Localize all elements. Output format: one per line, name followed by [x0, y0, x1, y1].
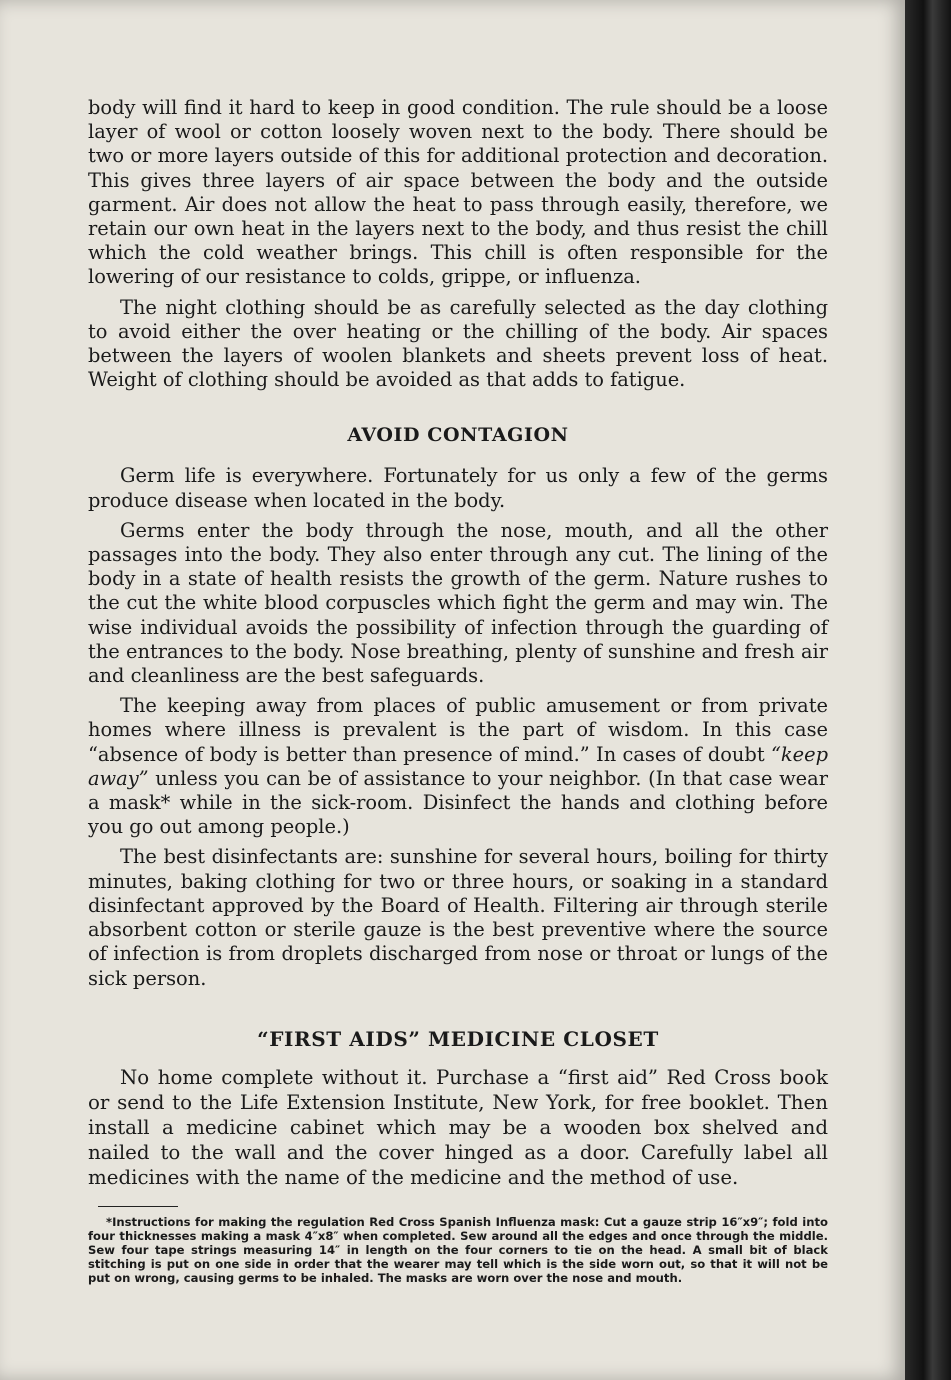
footnote-divider [98, 1206, 178, 1207]
paragraph-disinfectants: The best disinfectants are: sunshine for several hours, boiling for thirty minutes, baking clothing for two or three hours, or soaking in a standard disinfectant approved by the Board of Health. Filtering air through sterile absorbent cotton or sterile gauze is the best preventive where the source of infection is from droplets discharged from nose or throat or lungs of the sick person. [88, 845, 828, 990]
paragraph-germ-life: Germ life is everywhere. Fortunately for us only a few of the germs produce disease when located in the body. [88, 464, 828, 512]
heading-avoid-contagion: AVOID CONTAGION [347, 424, 569, 447]
paragraph-clothing-layers: body will find it hard to keep in good condition. The rule should be a loose layer of wool or cotton loosely woven next to the body. There should be two or more layers outside of this for additional protection and decoration. This gives three layers of air space between the body and the outside garment. Air does not allow the heat to pass through easily, therefore, we retain our own heat in the layers next to the body, and thus resist the chill which the cold weather brings. This chill is often responsible for the lowering of our resistance to colds, grippe, or influenza. [88, 96, 828, 289]
paragraph-keeping-away-start: The keeping away from places of public amusement or from private homes where illness is prevalent is the part of wisdom. In this case “absence of body is better than presence of mind.” In cases of doubt [88, 694, 828, 766]
keep-away-emphasis: “keep away” [88, 742, 828, 790]
page-content [88, 96, 828, 1285]
paragraph-night-clothing: The night clothing should be as carefully selected as the day clothing to avoid either the over heating or the chilling of the body. Air spaces between the layers of woolen blankets and sheets prevent loss of heat. Weight of clothing should be avoided as that adds to fatigue. [88, 295, 828, 392]
paragraph-medicine-closet: No home complete without it. Purchase a “first aid” Red Cross book or send to the Life Extension Institute, New York, for free booklet. Then install a medicine cabinet which may be a wooden box shelved and nailed to the wall and the cover hinged as a door. Carefully label all medicines with the name of the medicine and the method of use. [88, 1065, 828, 1189]
paragraph-keeping-away-end: unless you can be of assistance to your neighbor. (In that case wear a mask* while in the sick-room. Disinfect the hands and clothing before you go out among people.) [88, 766, 828, 839]
paragraph-keeping-away [88, 694, 828, 839]
paragraph-germs-enter: Germs enter the body through the nose, mouth, and all the other passages into the body. They also enter through any cut. The lining of the body in a state of health resists the growth of the germ. Nature rushes to the cut the white blood corpuscles which fight the germ and may win. The wise individual avoids the possibility of infection through the guarding of the entrances to the body. Nose breathing, plenty of sunshine and fresh air and cleanliness are the best safeguards. [88, 518, 828, 688]
page-edge-shadow [905, 0, 951, 1380]
footnote-mask-instructions: *Instructions for making the regulation Red Cross Spanish Influenza mask: Cut a gauze strip 16″x9″; fold into four thicknesses making a mask 4″x8″ when completed. Sew around all the edges and once through the middle. Sew four tape strings measuring 14″ in length on the four corners to tie on the head. A small bit of black stitching is put on one side in order that the wearer may tell which is the side worn out, so that it will not be put on wrong, causing germs to be inhaled. The masks are worn over the nose and mouth. [88, 1214, 828, 1285]
heading-medicine-closet: “FIRST AIDS” MEDICINE CLOSET [257, 1026, 659, 1051]
